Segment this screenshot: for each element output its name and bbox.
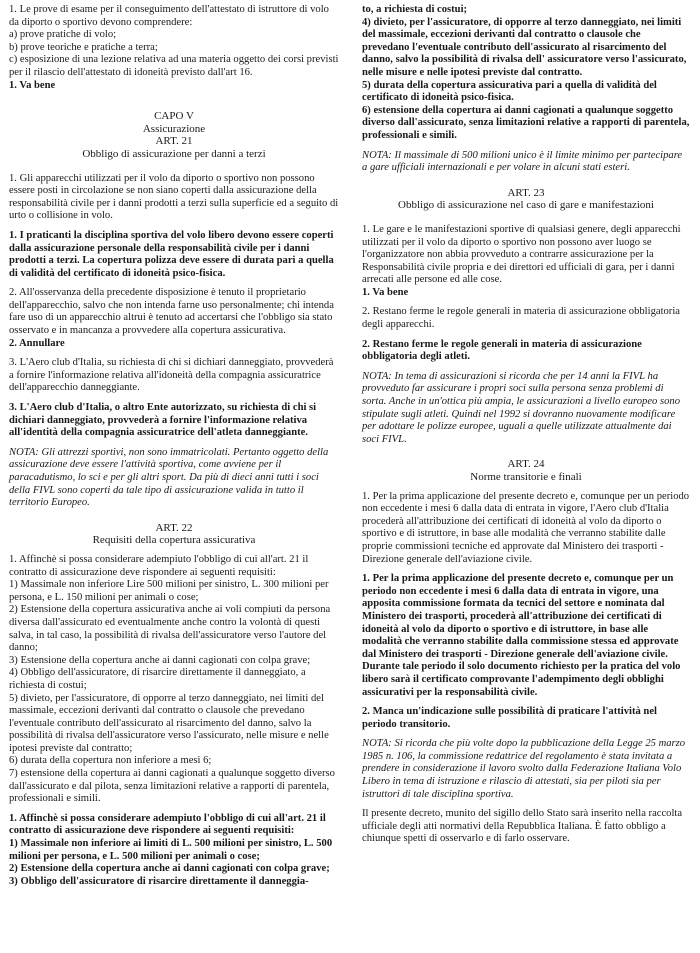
list-item-a: a) prove pratiche di volo; xyxy=(9,29,117,41)
article-23-heading: ART. 23 xyxy=(507,186,545,199)
article-21-amendment-1: 1. I praticanti la disciplina sportiva del volo libero devono essere coperti dalla assicurazione personale della responsabilità civile per i danni prodotti a terzi. La copertura polizza deve essere di durata pari a quella di validità del certificato di idoneità psico-fisica. xyxy=(9,229,334,279)
article-23-paragraph-1: 1. Le gare e le manifestazioni sportive di qualsiasi genere, degli apparecchi utilizzati per il volo da diporto o sportivo non possono aver luogo se l'organizzatore non abbia provveduto a contrarre assicurazione per la Responsabilità civile propria e dei direttori ed ufficiali di gara, per i danni arrecati alle persone ed alle cose. xyxy=(362,223,681,286)
requirement-4: 4) Obbligo dell'assicuratore, di risarcire direttamente il danneggiato, a richiesta di costui; xyxy=(9,667,306,691)
article-24-note: NOTA: Si ricorda che più volte dopo la pubblicazione della Legge 25 marzo 1985 n. 106, la commissione redattrice del regolamento è stata invitata a prendere in considerazione il lavoro svolto dalla Federazione Italiana Volo Libero in tema di istruzione e rilascio di attestati, sia per piloti sia per istruttori di tale disciplina sportiva. xyxy=(362,738,686,800)
article-21-amendment-3: 3. L'Aero club d'Italia, o altro Ente autorizzato, su richiesta di chi si dichiari danneggiato, provvederà a fornire l'informazione relativa all'identità della compagnia assicuratrice dell'atleta danneggiante. xyxy=(9,402,317,439)
article-21-paragraph-3: 3. L'Aero club d'Italia, su richiesta di chi si dichiari danneggiato, provvederà a fornire l'informazione relativa all'idoneità della compagnia assicuratrice dell'apparecchio danneggiante. xyxy=(9,357,334,394)
article-22-note: NOTA: Il massimale di 500 milioni unico è il limite minimo per partecipare a gare ufficiali internazionali e per volare in alcuni stati esteri. xyxy=(362,149,683,174)
article-24-amendment-1: 1. Per la prima applicazione del presente decreto e, comunque per un periodo non eccedente i mesi 6 dalla data di entrata in vigore, una apposita commissione formata da tecnici del settore e nominata dal Ministero dei trasporti, procederà all'attribuzione dei certificati di idoneità al volo da diporto o sportivo e di istruttore, in base alle modalità che verranno stabilite dalla commissione stessa ed approvate dal Ministero dei trasporti - Direzione generale dell'aviazione civile. Durante tale periodo il solo documento richiesto per la pratica del volo libero sarà il certificato comprovante l'adempimento degli obblighi assicurativi per la responsabilità civile. xyxy=(362,573,681,698)
amendment-requirement-3-continued: to, a richiesta di costui; xyxy=(362,4,468,15)
requirement-5: 5) divieto, per l'assicuratore, di opporre al terzo danneggiato, nei limiti del massimale, eccezioni derivanti dal contratto o clausole che prevedano l'eventuale contributo dell'assicurato al risarcimento del danno, salvo la possibilità di rivalsa dell'assicuratore verso l'assicurato, nelle misure e nelle ipotesi previste dal contratto; xyxy=(9,692,329,754)
article-21-heading: ART. 21 xyxy=(155,135,193,148)
article-23-note: NOTA: In tema di assicurazioni si ricorda che per 14 anni la FIVL ha provveduto far assicurare i propri soci sulla persona senza problemi di sorta. Anche in un'ottica più ampia, le assicurazioni a livello europeo sono stipulate sugli atleti. Quindi nel 1992 si dovranno nuovamente modificare per adottare le polizze europee, uguali a quelle utilizzate attualmente dai soci FIVL. xyxy=(362,370,680,445)
article-23-title: Obbligo di assicurazione nel caso di gare e manifestazioni xyxy=(398,199,654,212)
amendment-requirement-4: 4) divieto, per l'assicuratore, di opporre al terzo danneggiato, nei limiti del massimale, eccezioni derivanti dal contratto o clausole che prevedano l'eventuale contributo dell'assicurato al risarcimento del danno, salvo la possibilità di rivalsa dell' assicuratore verso l'assicurato, nelle misure e nelle ipotesi previste dal contratto. xyxy=(362,16,687,78)
requirement-6: 6) durata della copertura non inferiore a mesi 6; xyxy=(9,755,212,767)
article-24-title: Norme transitorie e finali xyxy=(470,471,582,483)
article-21-note: NOTA: Gli attrezzi sportivi, non sono immatricolati. Pertanto oggetto della assicurazione deve essere l'attività sportiva, come avviene per il paracadutismo, lo sci e per gli altri sport. Da più di dieci anni tutti i soci della FIVL sono coperti da tale tipo di assicurazione valida in tutto il territorio Europeo. xyxy=(9,446,329,509)
article-22-amendment-intro: 1. Affinchè si possa considerare adempiuto l'obbligo di cui all'art. 21 il contratto di assicurazione deve rispondere ai seguenti requisiti: xyxy=(9,812,326,837)
article-24-paragraph-1: 1. Per la prima applicazione del presente decreto e, comunque per un periodo non eccedente i mesi 6 dalla data di entrata in vigore, l'Aero club d'Italia procederà all'attribuzione dei certificati di idoneità al volo da diporto o sportivo e di istruttore, in base alle modalità che verranno stabilite dalle proprie commissioni tecniche ed approvate dal Ministero dei trasporti - Direzione generale dell'aviazione civile. xyxy=(362,490,690,565)
amendment-requirement-2: 2) Estensione della copertura anche ai danni cagionati con colpa grave; xyxy=(9,863,330,875)
requirement-2: 2) Estensione della copertura assicurativa anche ai voli compiuti da persona diversa dall'assicurato ed eventualmente anche contro la volontà di questi salva, in tal caso, la possibilità di rivalsa dell'assicuratore verso l'autore del danno; xyxy=(9,604,331,654)
article-23-amendment-2: 2. Restano ferme le regole generali in materia di assicurazione obbligatoria degli atleti. xyxy=(362,338,642,363)
requirement-1: 1) Massimale non inferiore Lire 500 milioni per sinistro, L. 300 milioni per persona, e L. 150 milioni per animali o cose; xyxy=(9,579,329,603)
article-21-paragraph-2: 2. All'osservanza della precedente disposizione è tenuto il proprietario dell'apparecchio, salvo che non intenda farne uso personalmente; chi intenda fare uso di un apparecchio altrui è tenuto ad accertarsi che l'obbligo sia stato osservato e in mancanza a provvedere alla copertura assicurativa. xyxy=(9,287,334,337)
amendment-requirement-5: 5) durata della copertura assicurativa pari a quella di validità del certificato di idoneità psico-fisica. xyxy=(362,79,657,104)
annotation-annullare: 2. Annullare xyxy=(9,337,65,349)
article-23-paragraph-2: 2. Restano ferme le regole generali in materia di assicurazione obbligatoria degli apparecchi. xyxy=(362,306,680,331)
annotation-va-bene-23: 1. Va bene xyxy=(362,286,409,298)
article-24-heading: ART. 24 xyxy=(507,458,545,471)
annotation-va-bene: 1. Va bene xyxy=(9,79,56,91)
article-21-paragraph-1: 1. Gli apparecchi utilizzati per il volo da diporto o sportivo non possono essere posti in circolazione se non siano coperti dalla assicurazione della responsabilità civile per i danni prodotti a terzi sulla superficie ed a seguito di urto o collisione in volo. xyxy=(9,172,339,222)
exam-requirements-paragraph: 1. Le prove di esame per il conseguimento dell'attestato di istruttore di volo da diporto o sportivo devono comprendere: xyxy=(9,4,329,28)
left-column xyxy=(9,4,339,888)
right-column xyxy=(362,4,690,846)
article-21-title: Obbligo di assicurazione per danni a terzi xyxy=(82,147,266,160)
article-22-heading: ART. 22 xyxy=(155,521,193,534)
requirement-3: 3) Estensione della copertura anche ai danni cagionati con colpa grave; xyxy=(9,654,311,666)
requirement-7: 7) estensione della copertura ai danni cagionati a qualunque soggetto diverso dall'assicurato e dal pilota, senza limitazioni relative a rapporti di parentela, professionali e simili. xyxy=(9,768,335,805)
list-item-b: b) prove teoriche e pratiche a terra; xyxy=(9,41,158,53)
article-22-paragraph-1: 1. Affinchè si possa considerare adempiuto l'obbligo di cui all'art. 21 il contratto di assicurazione deve rispondere ai seguenti requisiti: xyxy=(9,553,309,578)
list-item-c: c) esposizione di una lezione relativa ad una materia oggetto dei corsi previsti per il rilascio dell'attestato di idoneità previsto dall'art 16. xyxy=(9,54,339,78)
article-22-title: Requisiti della copertura assicurativa xyxy=(92,534,256,547)
chapter-title: Assicurazione xyxy=(142,122,206,135)
amendment-requirement-1: 1) Massimale non inferiore ai limiti di L. 500 milioni per sinistro, L. 500 milioni per persona, e L. 500 milioni per animali o cose; xyxy=(9,838,333,862)
article-24-amendment-2: 2. Manca un'indicazione sulle possibilità di praticare l'attività nel periodo transitorio. xyxy=(362,706,657,730)
amendment-requirement-3: 3) Obbligo dell'assicuratore di risarcire direttamente il danneggia- xyxy=(9,875,309,887)
chapter-heading: CAPO V xyxy=(154,110,194,123)
amendment-requirement-6: 6) estensione della copertura ai danni cagionati a qualunque soggetto diverso dall'assicurato, senza limitazioni relative a rapporti di parentela, professionali e simili. xyxy=(362,104,690,141)
closing-paragraph: Il presente decreto, munito del sigillo dello Stato sarà inserito nella raccolta ufficiale degli atti normativi della Repubblica Italiana. È fatto obbligo a chiunque spetti di osservarlo e di farlo osservare. xyxy=(362,808,683,845)
